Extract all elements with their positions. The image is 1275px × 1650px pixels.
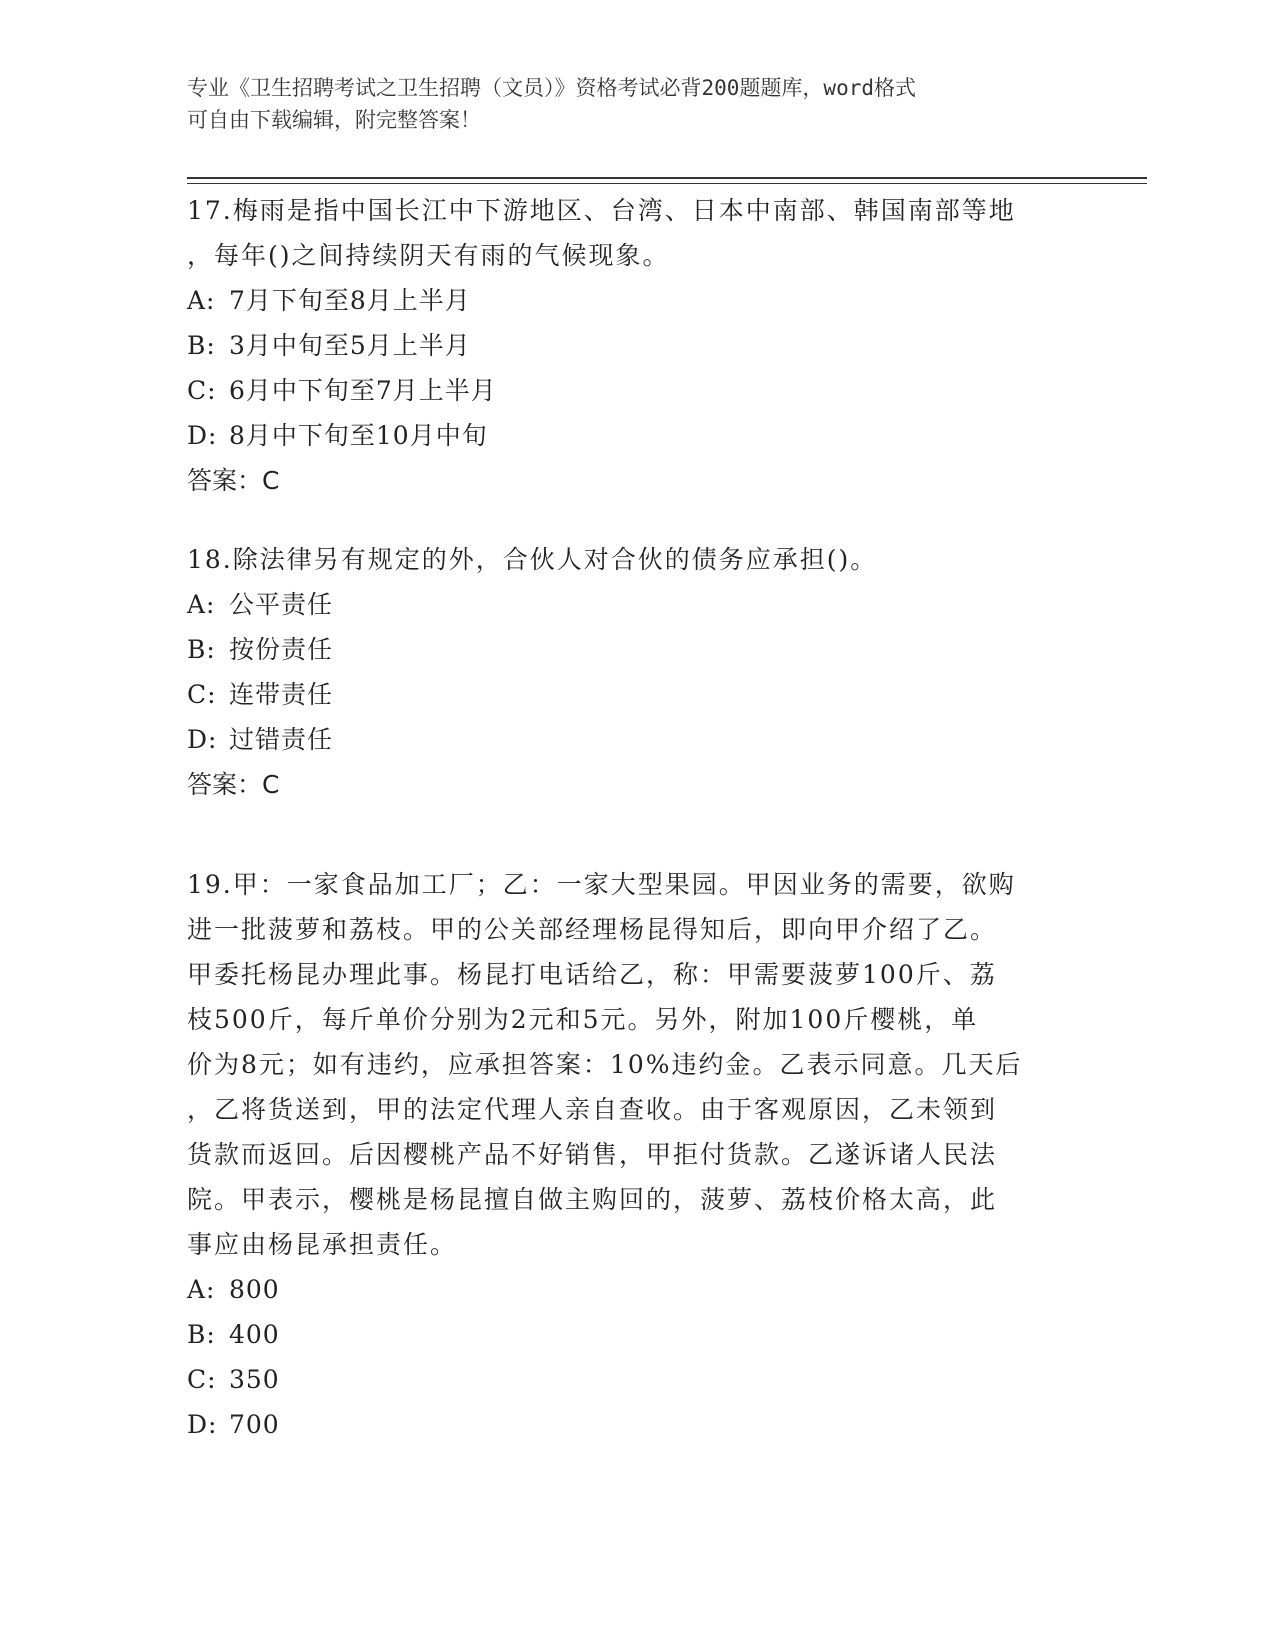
header-line-1: 专业《卫生招聘考试之卫生招聘（文员）》资格考试必背200题题库，word格式 (187, 76, 916, 100)
stem-line: 18.除法律另有规定的外，合伙人对合伙的债务应承担()。 (187, 545, 878, 574)
option-a (187, 1267, 1087, 1312)
option-label: B: (187, 331, 216, 360)
option-c (187, 672, 1087, 717)
stem-line: 19.甲：一家食品加工厂；乙：一家大型果园。甲因业务的需要，欲购 (187, 870, 1016, 899)
option-text: 7月下旬至8月上半月 (229, 286, 471, 315)
answer-line: 答案：C (187, 770, 280, 799)
option-label: C: (187, 1365, 217, 1394)
option-label: A: (187, 1275, 216, 1304)
stem-line: 院。甲表示，樱桃是杨昆擅自做主购回的，菠萝、荔枝价格太高，此 (187, 1185, 998, 1214)
option-label: C: (187, 680, 217, 709)
header-divider-thick (187, 177, 1147, 179)
option-a (187, 582, 1087, 627)
option-text: 连带责任 (229, 680, 334, 709)
option-text: 6月中下旬至7月上半月 (229, 376, 497, 405)
option-b (187, 627, 1087, 672)
option-label: A: (187, 286, 216, 315)
option-b (187, 323, 1087, 368)
stem-line: 事应由杨昆承担责任。 (187, 1230, 458, 1259)
option-text: 公平责任 (229, 590, 334, 619)
option-d (187, 717, 1087, 762)
option-c (187, 1357, 1087, 1402)
option-label: D: (187, 421, 218, 450)
option-label: B: (187, 1320, 216, 1349)
option-label: D: (187, 1410, 218, 1439)
stem-line: 甲委托杨昆办理此事。杨昆打电话给乙，称：甲需要菠萝100斤、荔 (187, 960, 997, 989)
question-stem (187, 537, 1087, 582)
option-text: 700 (229, 1410, 280, 1439)
option-text: 过错责任 (229, 725, 334, 754)
option-text: 8月中下旬至10月中旬 (229, 421, 488, 450)
question-18 (187, 537, 1087, 807)
question-19 (187, 862, 1087, 1447)
stem-line: 进一批菠萝和荔枝。甲的公关部经理杨昆得知后，即向甲介绍了乙。 (187, 915, 998, 944)
question-17 (187, 188, 1087, 503)
answer-line: 答案：C (187, 466, 280, 495)
option-c (187, 368, 1087, 413)
stem-line: 价为8元；如有违约，应承担答案：10%违约金。乙表示同意。几天后 (187, 1050, 1023, 1079)
stem-line: ，每年()之间持续阴天有雨的气候现象。 (187, 241, 670, 270)
question-stem (187, 188, 1087, 278)
stem-line: 枝500斤，每斤单价分别为2元和5元。另外，附加100斤樱桃，单 (187, 1005, 979, 1034)
option-label: B: (187, 635, 216, 664)
option-text: 350 (229, 1365, 280, 1394)
option-label: A: (187, 590, 216, 619)
option-label: D: (187, 725, 218, 754)
question-stem (187, 862, 1087, 1267)
stem-line: 17.梅雨是指中国长江中下游地区、台湾、日本中南部、韩国南部等地 (187, 196, 1016, 225)
option-label: C: (187, 376, 217, 405)
option-text: 400 (229, 1320, 280, 1349)
option-b (187, 1312, 1087, 1357)
option-d (187, 413, 1087, 458)
stem-line: ，乙将货送到，甲的法定代理人亲自查收。由于客观原因，乙未领到 (187, 1095, 998, 1124)
header-line-2: 可自由下载编辑，附完整答案！ (187, 108, 481, 132)
option-text: 按份责任 (229, 635, 334, 664)
header-divider-thin (187, 183, 1147, 184)
document-header (187, 72, 1067, 136)
option-a (187, 278, 1087, 323)
option-d (187, 1402, 1087, 1447)
stem-line: 货款而返回。后因樱桃产品不好销售，甲拒付货款。乙遂诉诸人民法 (187, 1140, 998, 1169)
option-text: 3月中旬至5月上半月 (229, 331, 471, 360)
option-text: 800 (229, 1275, 280, 1304)
